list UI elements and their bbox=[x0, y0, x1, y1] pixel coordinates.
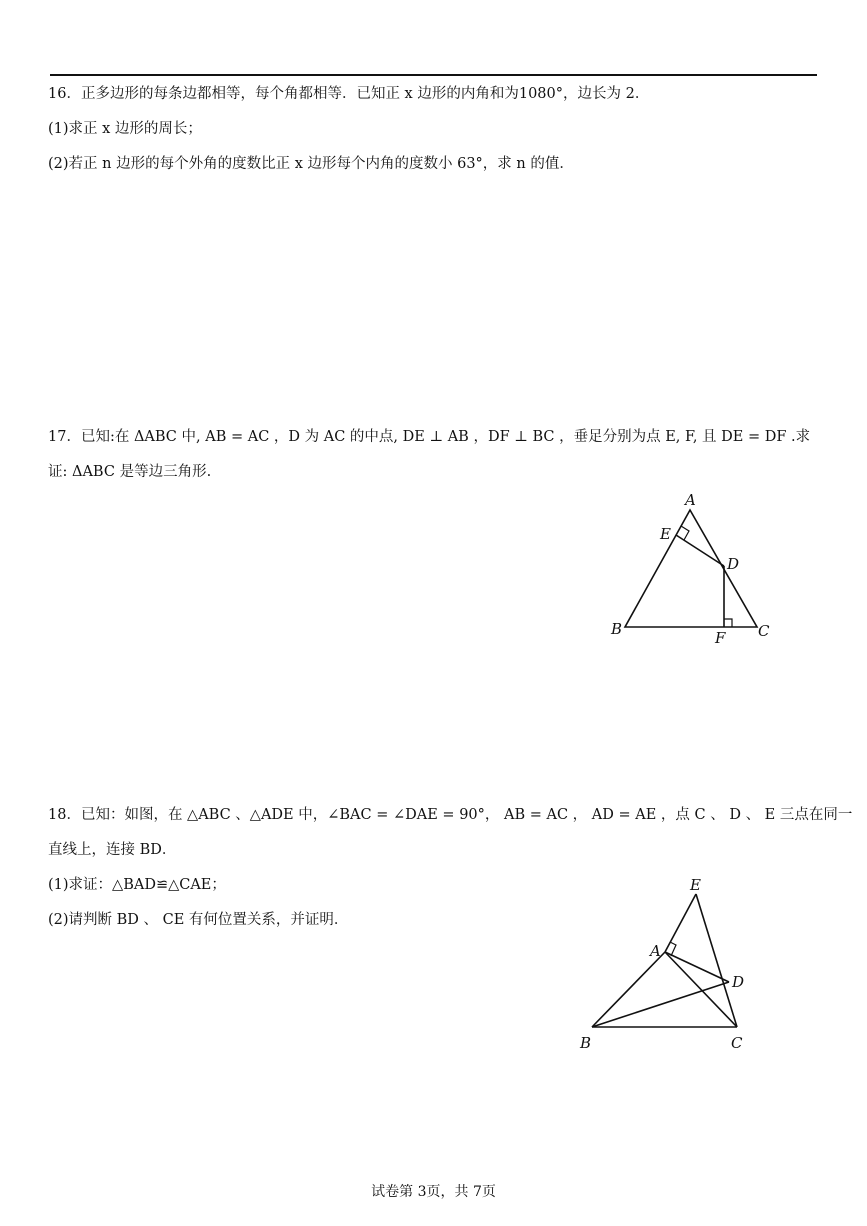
segment-ae bbox=[665, 894, 696, 952]
q16-line-2: (1)求正 x 边形的周长； bbox=[48, 121, 202, 137]
label-e: E bbox=[690, 876, 701, 894]
label-c: C bbox=[731, 1034, 743, 1052]
q17-line-2: 证: ΔABC 是等边三角形. bbox=[48, 464, 212, 480]
label-b: B bbox=[611, 620, 623, 638]
top-rule bbox=[50, 74, 817, 76]
right-angle-mark-e bbox=[681, 526, 689, 540]
label-b: B bbox=[580, 1034, 592, 1052]
q18-line-4: (2)请判断 BD 、 CE 有何位置关系，并证明． bbox=[48, 912, 349, 928]
segment-bd bbox=[592, 982, 729, 1027]
q16-line-1: 16．正多边形的每条边都相等，每个角都相等．已知正 x 边形的内角和为1080°，边长为 2． bbox=[48, 86, 650, 102]
q16-line-3: (2)若正 n 边形的每个外角的度数比正 x 边形每个内角的度数小 63°，求 n 的值． bbox=[48, 156, 574, 172]
q18-triangle-figure bbox=[570, 870, 770, 1060]
segment-ec bbox=[696, 894, 737, 1027]
q17-triangle-figure bbox=[600, 490, 790, 650]
q18-line-3: (1)求证：△BAD≌△CAE； bbox=[48, 877, 226, 893]
q17-line-1: 17．已知:在 ΔABC 中, AB = AC ，D 为 AC 的中点, DE ⊥ AB ，DF ⊥ BC ，垂足分别为点 E, F, 且 DE = DF .求 bbox=[48, 429, 811, 445]
label-a: A bbox=[685, 491, 696, 509]
right-angle-mark-f bbox=[724, 619, 732, 627]
segment-de bbox=[676, 535, 724, 566]
label-e: E bbox=[660, 525, 671, 543]
segment-ad bbox=[665, 952, 729, 982]
q18-line-1: 18．已知：如图，在 △ABC 、△ADE 中，∠BAC = ∠DAE = 90°， AB = AC ， AD = AE ，点 C 、 D 、 E 三点在同一 bbox=[48, 807, 853, 823]
label-c: C bbox=[758, 622, 770, 640]
label-f: F bbox=[715, 629, 726, 647]
label-d: D bbox=[727, 555, 740, 573]
label-a: A bbox=[650, 942, 661, 960]
q18-line-2: 直线上，连接 BD． bbox=[48, 842, 177, 858]
page-footer: 试卷第 3页，共 7页 bbox=[371, 1184, 496, 1200]
label-d: D bbox=[732, 973, 745, 991]
